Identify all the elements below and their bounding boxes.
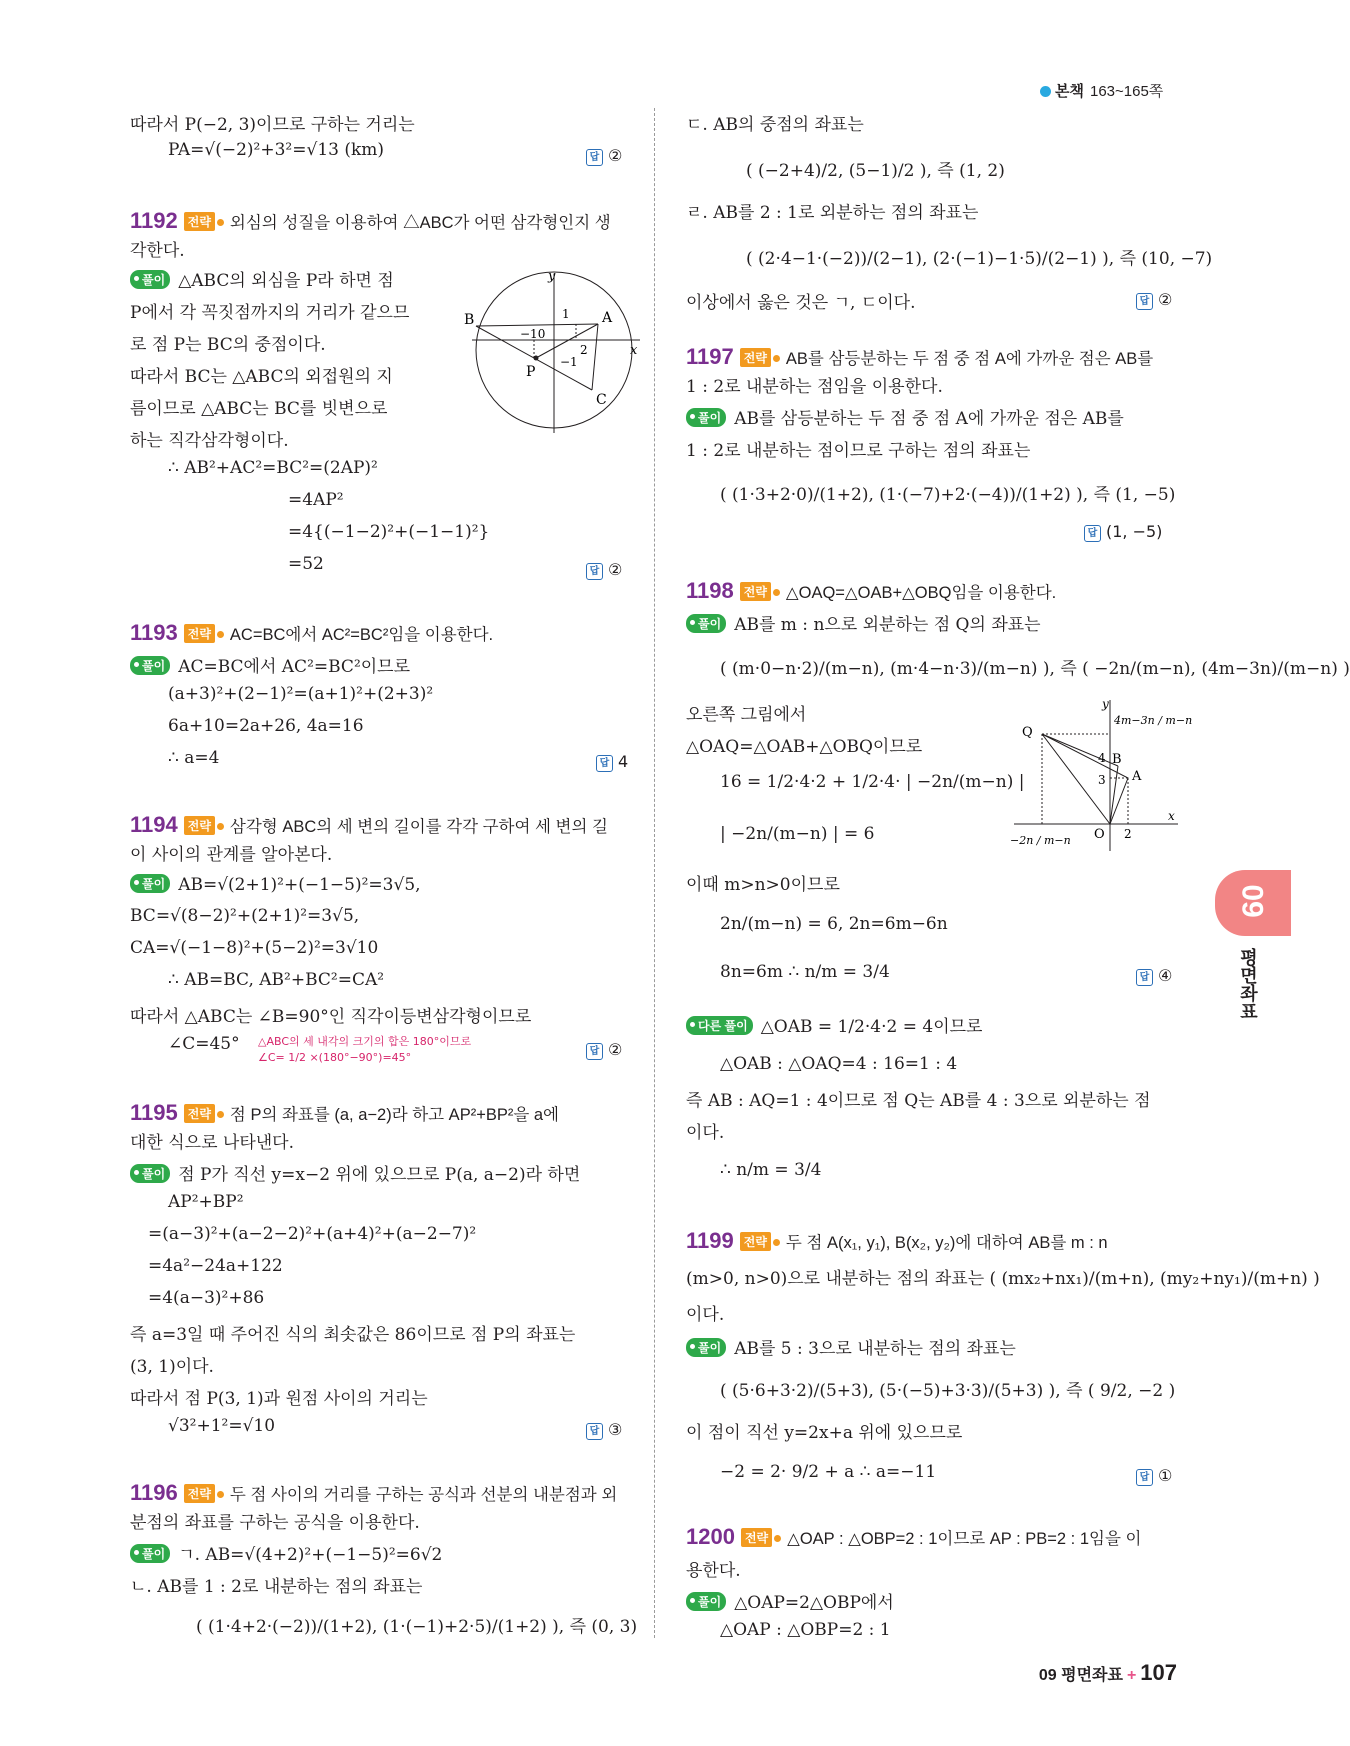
- answer-icon: 답: [596, 755, 613, 772]
- right-line: [686, 870, 840, 895]
- label-four: 4: [1098, 751, 1106, 765]
- left-line: [130, 1128, 294, 1153]
- label-x: x: [1168, 809, 1175, 823]
- line-text: 따라서 P(−2, 3)이므로 구하는 거리는: [130, 115, 415, 135]
- line-text: 16 = 1/2·4·2 + 1/2·4· | −2n/(m−n) |: [720, 772, 1025, 792]
- strategy-badge: 전략: [184, 212, 215, 231]
- answer-value: (1, −5): [1106, 522, 1163, 541]
- line-text: 이상에서 옳은 것은 ㄱ, ㄷ이다.: [686, 293, 916, 313]
- line-text: 점 P가 직선 y=x−2 위에 있으므로 P(a, a−2)라 하면: [178, 1165, 581, 1185]
- answer: [1084, 522, 1162, 542]
- left-line: [130, 236, 185, 261]
- column-divider: [654, 108, 655, 1638]
- bullet-icon: [217, 1491, 224, 1498]
- left-line: [168, 1034, 240, 1054]
- right-line: [686, 1588, 894, 1613]
- line-text: 8n=6m ∴ n/m = 3/4: [720, 962, 890, 982]
- line-text: =4AP²: [288, 490, 344, 510]
- solution-badge: 풀이: [130, 1544, 170, 1563]
- solution-badge: 풀이: [130, 1164, 170, 1183]
- right-line: [720, 1054, 957, 1074]
- left-line: [130, 362, 393, 387]
- line-text: 6a+10=2a+26, 4a=16: [168, 716, 364, 736]
- strategy-text: 삼각형 ABC의 세 변의 길이를 각각 구하여 세 변의 길: [229, 818, 608, 836]
- line-bo: [1110, 766, 1118, 824]
- solution-badge: 풀이: [130, 270, 170, 289]
- problem-number: 1197: [686, 344, 734, 369]
- page-number: 107: [1140, 1660, 1177, 1685]
- left-line: [130, 208, 611, 234]
- strategy-text: 외심의 성질을 이용하여 △ABC가 어떤 삼각형인지 생: [229, 214, 611, 232]
- chapter-tab: [1215, 870, 1291, 936]
- left-line: [168, 684, 433, 704]
- right-line: [720, 1462, 936, 1482]
- left-line: [130, 812, 608, 838]
- problem-number: 1193: [130, 620, 178, 645]
- left-line: [130, 620, 493, 646]
- right-line: [686, 1228, 1108, 1254]
- right-line: [720, 824, 874, 844]
- line-text: 로 점 P는 BC의 중점이다.: [130, 335, 326, 355]
- line-text: ㄱ. AB=√(4+2)²+(−1−5)²=6√2: [178, 1545, 443, 1565]
- problem-number: 1196: [130, 1480, 178, 1505]
- answer-value: 4: [618, 752, 629, 771]
- left-line: [148, 1224, 476, 1244]
- ref-pages: 163~165쪽: [1089, 83, 1164, 100]
- ref-label: 본책: [1055, 83, 1084, 100]
- line-text: 이 사이의 관계를 알아본다.: [130, 845, 333, 865]
- left-line: [288, 522, 489, 542]
- left-line: [130, 1384, 428, 1409]
- left-line: [130, 1320, 575, 1345]
- note-line-1: △ABC의 세 내각의 크기의 합은 180°이므로: [258, 1035, 472, 1048]
- footer-title: 평면좌표: [1061, 1667, 1123, 1684]
- triangle-oaq: [1042, 734, 1128, 824]
- line-text: 하는 직각삼각형이다.: [130, 431, 289, 451]
- label-m10: −10: [520, 327, 546, 341]
- problem-number: 1195: [130, 1100, 178, 1125]
- answer-icon: 답: [1136, 293, 1153, 310]
- right-line: [720, 1376, 1175, 1401]
- right-line: [720, 772, 1025, 792]
- answer: [596, 752, 628, 772]
- line-text: (3, 1)이다.: [130, 1357, 214, 1377]
- bullet-icon: [773, 1239, 780, 1246]
- strategy-badge: 전략: [184, 816, 215, 835]
- answer: [1136, 1466, 1172, 1486]
- label-a: A: [1132, 769, 1142, 784]
- bullet-icon: [773, 355, 780, 362]
- line-text: ( (−2+4)/2, (5−1)/2 ), 즉 (1, 2): [746, 161, 1005, 181]
- left-line: [130, 840, 332, 865]
- answer: [586, 560, 622, 580]
- strategy-badge: 전략: [740, 1232, 771, 1251]
- answer-value: ②: [608, 146, 623, 165]
- line-text: =(a−3)²+(a−2−2)²+(a+4)²+(a−2−7)²: [148, 1224, 477, 1244]
- line-text: (m>0, n>0)으로 내분하는 점의 좌표는 ( (mx₂+nx₁)/(m+n), (my₂+ny₁)/(m+n) ): [686, 1269, 1320, 1289]
- line-text: 용한다.: [686, 1561, 741, 1581]
- line-text: △OAP=2△OBP에서: [734, 1593, 894, 1613]
- left-line: [130, 652, 410, 677]
- chapter-tab-number: 09: [1235, 884, 1269, 918]
- bullet-icon: [773, 589, 780, 596]
- strategy-badge: 전략: [740, 582, 771, 601]
- right-line: [720, 914, 948, 934]
- solution-badge: 풀이: [686, 1338, 726, 1357]
- right-line: [686, 578, 1056, 604]
- label-two: 2: [1124, 827, 1132, 841]
- line-text: 이때 m>n>0이므로: [686, 875, 840, 895]
- right-line: [686, 198, 978, 223]
- line-text: △OAB : △OAQ=4 : 16=1 : 4: [720, 1054, 958, 1074]
- left-line: [168, 1416, 275, 1436]
- left-line: [130, 938, 378, 958]
- line-text: PA=√(−2)²+3²=√13 (km): [168, 140, 385, 160]
- line-text: =4a²−24a+122: [148, 1256, 283, 1276]
- line-text: ∴ AB=BC, AB²+BC²=CA²: [168, 970, 385, 990]
- strategy-badge: 전략: [741, 1528, 772, 1547]
- right-line: [686, 1300, 724, 1325]
- line-text: 1 : 2로 내분하는 점임을 이용한다.: [686, 377, 943, 397]
- answer-value: ②: [608, 560, 623, 579]
- line-text: 각한다.: [130, 241, 185, 261]
- strategy-text: AB를 삼등분하는 두 점 중 점 A에 가까운 점은 AB를: [785, 350, 1154, 368]
- left-line: [130, 1480, 617, 1506]
- right-line: [686, 404, 1124, 429]
- answer-icon: 답: [586, 149, 603, 166]
- left-line: [130, 426, 289, 451]
- line-text: AP²+BP²: [168, 1192, 244, 1212]
- right-line: [686, 700, 806, 725]
- answer-value: ②: [1158, 290, 1173, 309]
- line-text: △OAB = 1/2·4·2 = 4이므로: [760, 1017, 983, 1037]
- right-line: [686, 1334, 1016, 1359]
- line-text: △OAP : △OBP=2 : 1: [720, 1620, 891, 1640]
- side-ab: [476, 324, 598, 326]
- line-text: ( (1·4+2·(−2))/(1+2), (1·(−1)+2·5)/(1+2) ), 즉 (0, 3): [196, 1617, 638, 1637]
- answer-icon: 답: [586, 563, 603, 580]
- line-text: 1 : 2로 내분하는 점이므로 구하는 점의 좌표는: [686, 441, 1031, 461]
- strategy-text: 두 점 사이의 거리를 구하는 공식과 선분의 내분점과 외: [229, 1486, 618, 1504]
- triangle-oaq-figure: [1010, 696, 1193, 856]
- right-line: [686, 1418, 962, 1443]
- left-line: [130, 1160, 580, 1185]
- label-m1: −1: [560, 355, 578, 369]
- left-line: [130, 906, 359, 926]
- problem-number: 1194: [130, 812, 178, 837]
- line-text: ㄴ. AB를 1 : 2로 내분하는 점의 좌표는: [130, 1577, 423, 1597]
- label-y: y: [1102, 697, 1109, 711]
- line-text: 대한 식으로 나타낸다.: [130, 1133, 295, 1153]
- left-line: [130, 1352, 214, 1377]
- right-line: [686, 1524, 1141, 1550]
- right-line: [686, 732, 922, 757]
- line-text: 따라서 △ABC는 ∠B=90°인 직각이등변삼각형이므로: [130, 1007, 532, 1027]
- answer: [586, 1040, 622, 1060]
- strategy-text: 점 P의 좌표를 (a, a−2)라 하고 AP²+BP²을 a에: [229, 1106, 559, 1124]
- right-line: [686, 436, 1030, 461]
- answer-icon: 답: [1136, 1469, 1153, 1486]
- strategy-text: △OAP : △OBP=2 : 1이므로 AP : PB=2 : 1임을 이: [787, 1530, 1142, 1548]
- line-text: =4(a−3)²+86: [148, 1288, 265, 1308]
- line-text: ( (m·0−n·2)/(m−n), (m·4−n·3)/(m−n) ), 즉 ( −2n/(m−n), (4m−3n)/(m−n) ): [720, 659, 1350, 679]
- right-line: [686, 344, 1153, 370]
- label-b: B: [1112, 752, 1122, 767]
- line-text: ㄷ. AB의 중점의 좌표는: [686, 115, 864, 135]
- left-line: [130, 110, 415, 135]
- answer-icon: 답: [1084, 525, 1101, 542]
- left-line: [130, 298, 409, 323]
- line-text: 오른쪽 그림에서: [686, 705, 807, 725]
- line-text: ( (1·3+2·0)/(1+2), (1·(−7)+2·(−4))/(1+2) ), 즉 (1, −5): [720, 485, 1176, 505]
- left-line: [130, 1100, 559, 1126]
- left-line: [130, 1508, 420, 1533]
- line-text: 분점의 좌표를 구하는 공식을 이용한다.: [130, 1513, 420, 1533]
- label-three: 3: [1098, 773, 1106, 787]
- line-text: 따라서 점 P(3, 1)과 원점 사이의 거리는: [130, 1389, 428, 1409]
- left-line: [168, 748, 219, 768]
- line-text: 2n/(m−n) = 6, 2n=6m−6n: [720, 914, 948, 934]
- line-qb: [1042, 734, 1118, 766]
- problem-number: 1200: [686, 1524, 735, 1549]
- right-line: [686, 1264, 1320, 1289]
- label-a: A: [602, 310, 613, 326]
- left-line: [168, 970, 384, 990]
- note-line-2: ∠C= 1/2 ×(180°−90°)=45°: [258, 1051, 412, 1064]
- answer: [586, 146, 622, 166]
- left-line: [130, 1572, 422, 1597]
- right-line: [720, 1160, 821, 1180]
- left-line: [168, 458, 378, 478]
- answer: [1136, 290, 1172, 310]
- left-line: [168, 140, 384, 160]
- left-line: [130, 1002, 531, 1027]
- side-ac: [592, 324, 598, 390]
- right-line: [686, 110, 864, 135]
- line-text: 이다.: [686, 1123, 725, 1143]
- line-text: ∠C=45°: [168, 1034, 240, 1054]
- line-text: −2 = 2· 9/2 + a ∴ a=−11: [720, 1462, 937, 1482]
- line-text: =52: [288, 554, 324, 574]
- strategy-text: △OAQ=△OAB+△OBQ임을 이용한다.: [785, 584, 1057, 602]
- left-line: [130, 394, 387, 419]
- right-line: [720, 480, 1175, 505]
- line-text: △ABC의 외심을 P라 하면 점: [178, 271, 394, 291]
- line-text: P에서 각 꼭짓점까지의 거리가 같으므: [130, 303, 410, 323]
- line-text: 즉 AB : AQ=1 : 4이므로 점 Q는 AB를 4 : 3으로 외분하는 점: [686, 1091, 1151, 1111]
- plus-icon: +: [1126, 1667, 1137, 1684]
- left-line: [130, 330, 326, 355]
- line-text: 따라서 BC는 △ABC의 외접원의 지: [130, 367, 393, 387]
- line-text: AB를 m : n으로 외분하는 점 Q의 좌표는: [734, 615, 1041, 635]
- right-line: [720, 1620, 891, 1640]
- answer-value: ②: [608, 1040, 623, 1059]
- line-text: AC=BC에서 AC²=BC²이므로: [178, 657, 411, 677]
- line-text: 름이므로 △ABC는 BC를 빗변으로: [130, 399, 388, 419]
- right-line: [686, 1556, 741, 1581]
- right-line: [686, 610, 1041, 635]
- problem-number: 1199: [686, 1228, 734, 1253]
- line-text: BC=√(8−2)²+(2+1)²=3√5,: [130, 906, 360, 926]
- solution-badge: 풀이: [686, 614, 726, 633]
- left-line: [168, 1192, 244, 1212]
- bullet-icon: [1040, 86, 1051, 97]
- right-line: [686, 1012, 982, 1037]
- answer-value: ①: [1158, 1466, 1173, 1485]
- answer-icon: 답: [586, 1423, 603, 1440]
- bullet-icon: [217, 823, 224, 830]
- line-text: ∴ AB²+AC²=BC²=(2AP)²: [168, 458, 378, 478]
- problem-number: 1192: [130, 208, 178, 233]
- left-line: [196, 1612, 637, 1637]
- line-text: AB=√(2+1)²+(−1−5)²=3√5,: [178, 875, 421, 895]
- line-text: ( (5·6+3·2)/(5+3), (5·(−5)+3·3)/(5+3) ), 즉 ( 9/2, −2 ): [720, 1381, 1176, 1401]
- left-line: [148, 1256, 283, 1276]
- solution-badge: 다른 풀이: [686, 1016, 753, 1035]
- page-footer: [1039, 1660, 1177, 1686]
- line-text: (a+3)²+(2−1)²=(a+1)²+(2+3)²: [168, 684, 434, 704]
- solution-badge: 풀이: [130, 656, 170, 675]
- answer: [1136, 966, 1172, 986]
- strategy-badge: 전략: [184, 1104, 215, 1123]
- label-y: y: [548, 269, 556, 284]
- line-text: ∴ n/m = 3/4: [720, 1160, 822, 1180]
- right-line: [746, 156, 1005, 181]
- page-reference: [1040, 80, 1163, 101]
- circumcircle-figure: [462, 268, 642, 438]
- line-text: 이 점이 직선 y=2x+a 위에 있으므로: [686, 1423, 963, 1443]
- label-qy: 4m−3n / m−n: [1114, 714, 1193, 727]
- line-text: ∴ a=4: [168, 748, 220, 768]
- left-line: [148, 1288, 264, 1308]
- line-text: ( (2·4−1·(−2))/(2−1), (2·(−1)−1·5)/(2−1) ), 즉 (10, −7): [746, 249, 1213, 269]
- solution-badge: 풀이: [686, 408, 726, 427]
- right-line: [720, 654, 1350, 679]
- problem-number: 1198: [686, 578, 734, 603]
- answer-icon: 답: [586, 1043, 603, 1060]
- left-line: [130, 1540, 442, 1565]
- left-line: [288, 554, 324, 574]
- line-text: | −2n/(m−n) | = 6: [720, 824, 875, 844]
- bullet-icon: [217, 219, 224, 226]
- label-b: B: [464, 312, 475, 328]
- right-line: [720, 962, 890, 982]
- line-text: △OAQ=△OAB+△OBQ이므로: [686, 737, 923, 757]
- bullet-icon: [217, 1111, 224, 1118]
- line-text: 이다.: [686, 1305, 725, 1325]
- line-text: =4{(−1−2)²+(−1−1)²}: [288, 522, 490, 542]
- line-text: CA=√(−1−8)²+(5−2)²=3√10: [130, 938, 379, 958]
- left-line: [168, 716, 364, 736]
- label-c: C: [596, 392, 607, 408]
- strategy-text: 두 점 A(x₁, y₁), B(x₂, y₂)에 대하여 AB를 m : n: [785, 1234, 1108, 1252]
- label-two: 2: [580, 343, 588, 357]
- solution-badge: 풀이: [686, 1592, 726, 1611]
- line-text: √3²+1²=√10: [168, 1416, 276, 1436]
- label-p: P: [526, 364, 536, 380]
- note-1194: [258, 1034, 471, 1066]
- answer-value: ④: [1158, 966, 1173, 985]
- label-o: O: [1094, 827, 1105, 842]
- right-line: [686, 1118, 724, 1143]
- right-line: [686, 1086, 1151, 1111]
- footer-chapter: 09: [1038, 1667, 1057, 1684]
- line-text: AB를 삼등분하는 두 점 중 점 A에 가까운 점은 AB를: [734, 409, 1124, 429]
- line-text: AB를 5 : 3으로 내분하는 점의 좌표는: [734, 1339, 1016, 1359]
- label-q: Q: [1022, 725, 1033, 740]
- right-line: [746, 244, 1212, 269]
- right-line: [686, 288, 916, 313]
- right-line: [686, 372, 943, 397]
- label-x: x: [630, 343, 638, 358]
- strategy-badge: 전략: [184, 1484, 215, 1503]
- answer: [586, 1420, 622, 1440]
- line-text: 즉 a=3일 때 주어진 식의 최솟값은 86이므로 점 P의 좌표는: [130, 1325, 576, 1345]
- left-line: [130, 874, 421, 895]
- left-line: [130, 266, 394, 291]
- strategy-badge: 전략: [740, 348, 771, 367]
- strategy-text: AC=BC에서 AC²=BC²임을 이용한다.: [229, 626, 494, 644]
- label-qx: −2n / m−n: [1010, 834, 1071, 847]
- chapter-tab-label: 평면좌표: [1238, 948, 1258, 1020]
- point-p: [534, 356, 539, 361]
- answer-value: ③: [608, 1420, 623, 1439]
- left-line: [288, 490, 344, 510]
- solution-badge: 풀이: [130, 874, 170, 893]
- line-text: ㄹ. AB를 2 : 1로 외분하는 점의 좌표는: [686, 203, 979, 223]
- answer-icon: 답: [1136, 969, 1153, 986]
- bullet-icon: [217, 631, 224, 638]
- bullet-icon: [774, 1535, 781, 1542]
- label-one: 1: [562, 307, 570, 321]
- strategy-badge: 전략: [184, 624, 215, 643]
